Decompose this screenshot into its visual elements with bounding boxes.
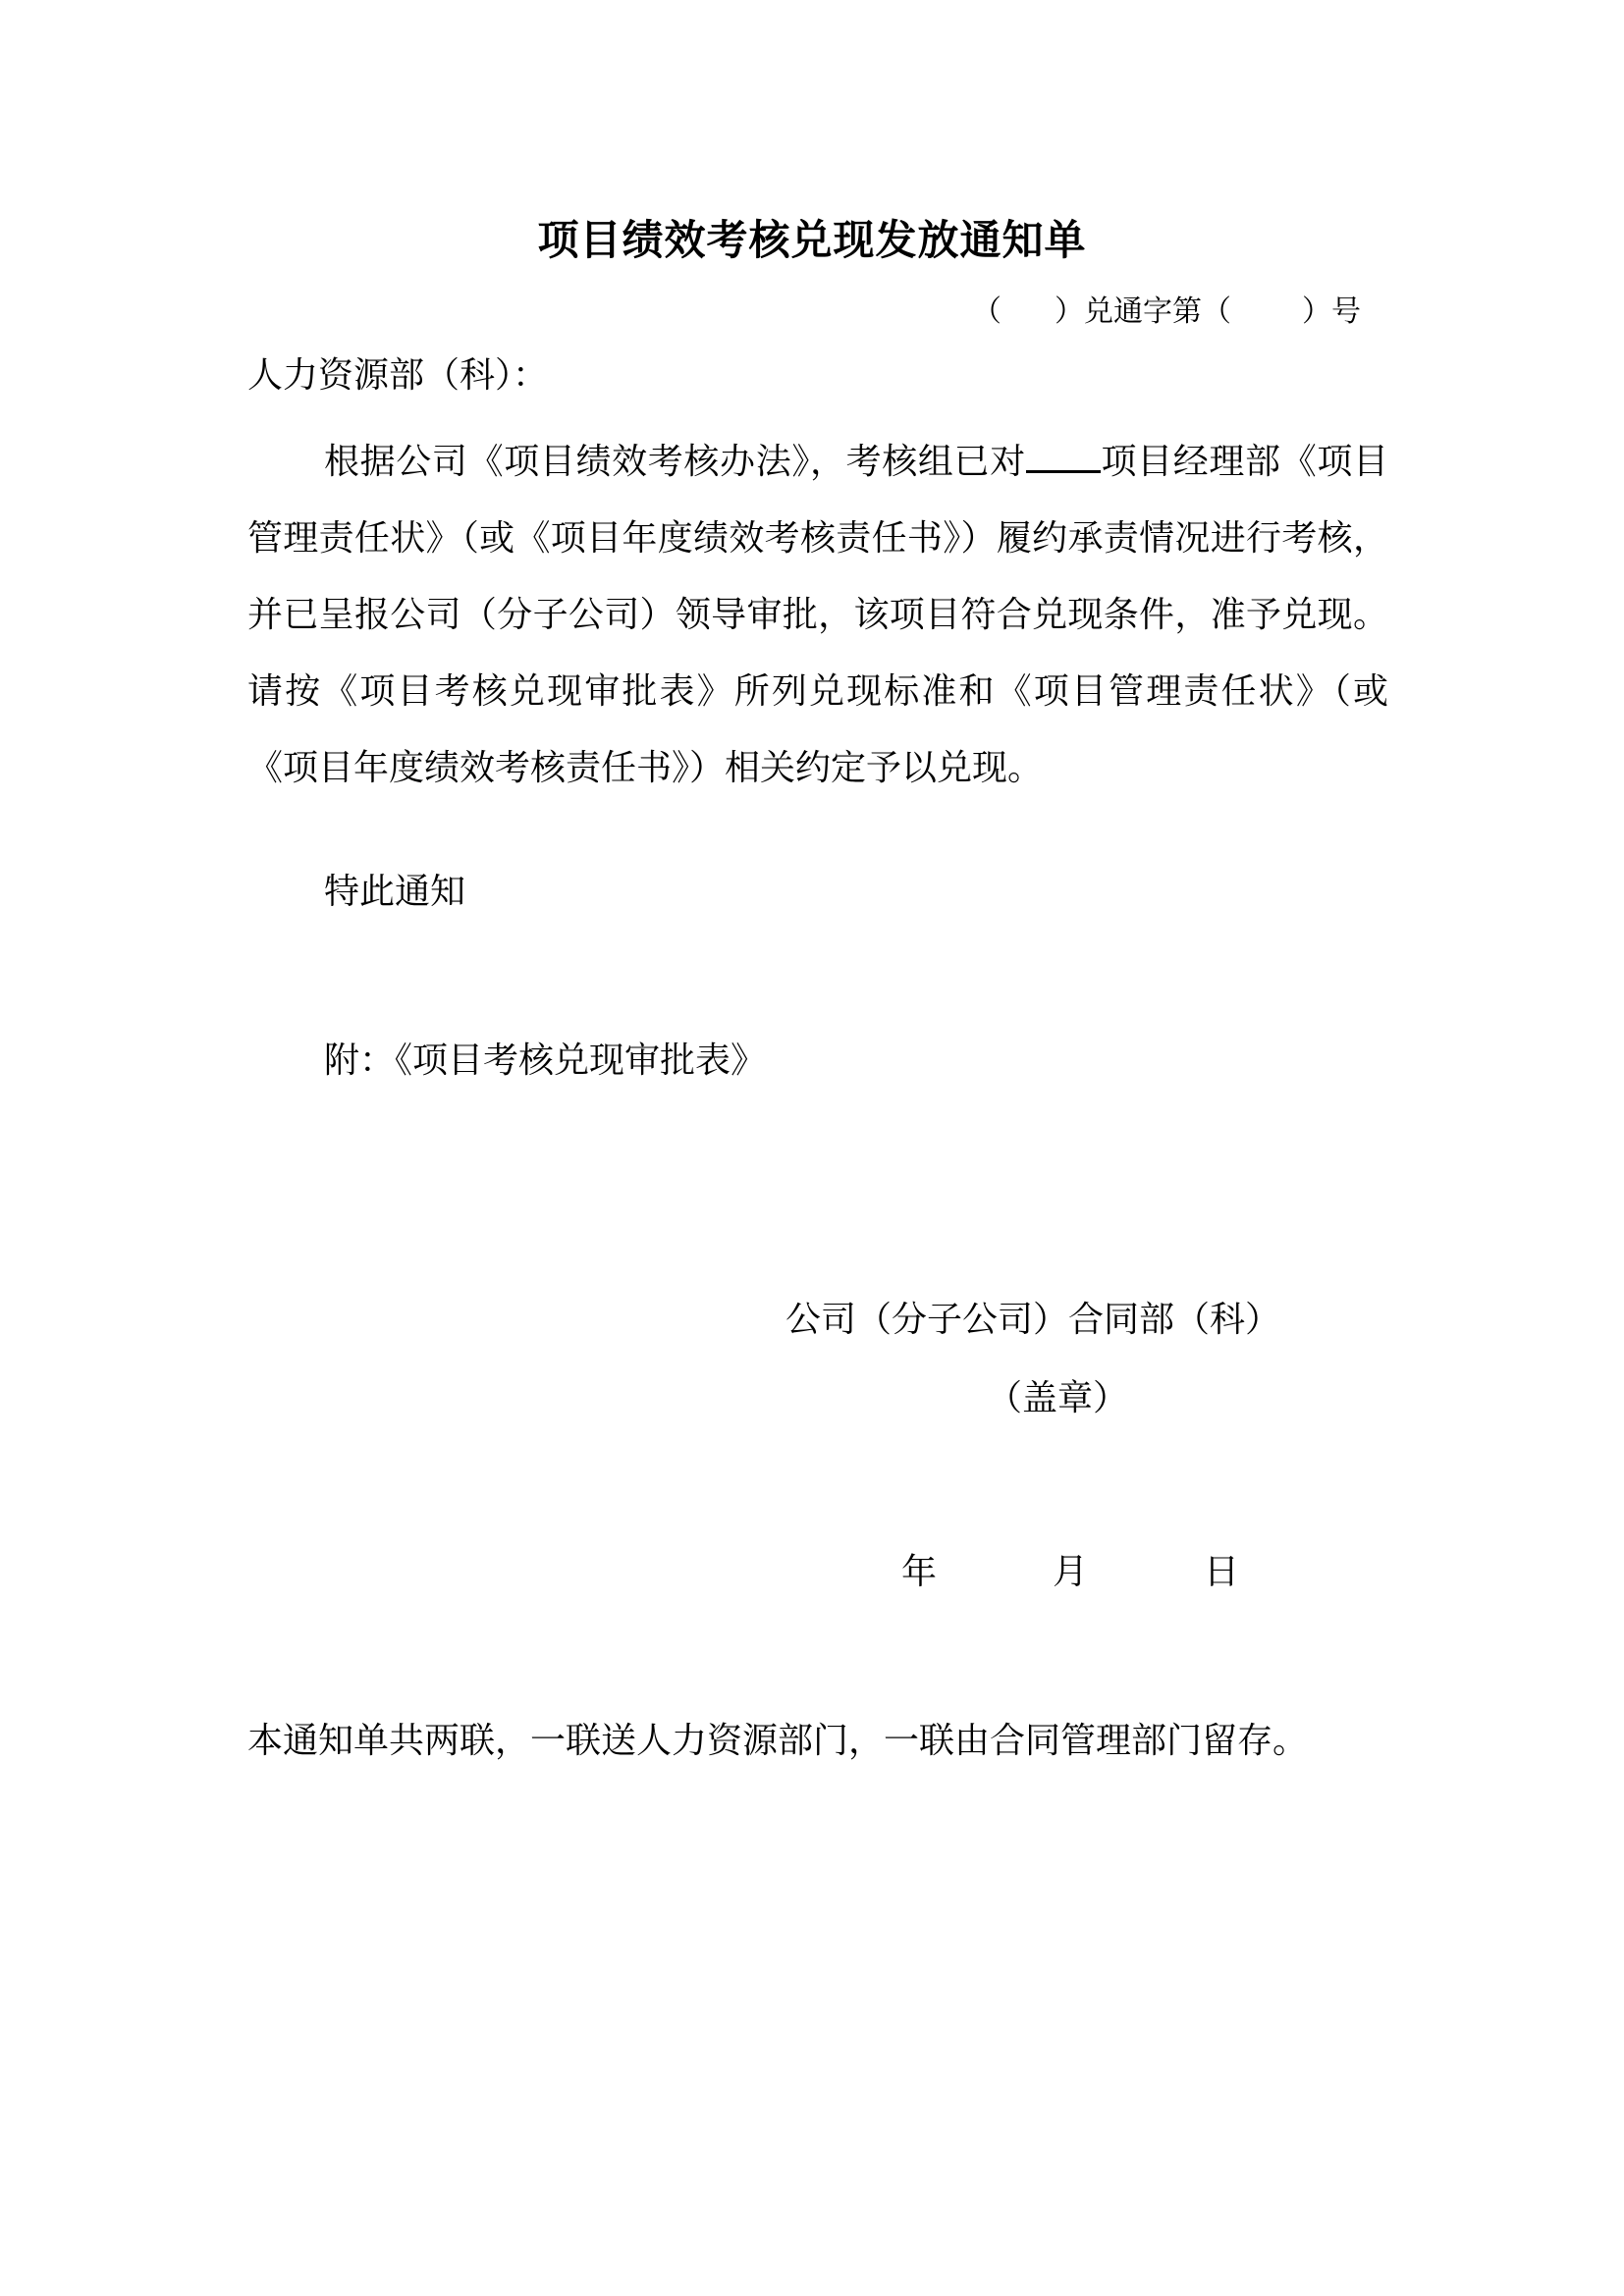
body-part-1: 根据公司《项目绩效考核办法》，考核组已对 bbox=[324, 442, 1026, 482]
closing-text: 特此通知 bbox=[324, 872, 466, 912]
issuing-department: 公司（分子公司）合同部（科） bbox=[785, 1300, 1281, 1340]
document-number bbox=[972, 287, 1361, 330]
project-name-blank bbox=[1026, 441, 1101, 473]
seal-note: （盖章） bbox=[987, 1378, 1129, 1418]
doc-number-middle: ）兑通字第（ bbox=[1055, 294, 1231, 329]
doc-number-open: （ bbox=[972, 294, 1001, 329]
date-year: 年 bbox=[901, 1552, 938, 1592]
doc-number-suffix: ）号 bbox=[1302, 294, 1361, 329]
notice-body bbox=[247, 424, 1388, 807]
date-line bbox=[901, 1544, 1239, 1594]
footnote: 本通知单共两联，一联送人力资源部门，一联由合同管理部门留存。 bbox=[247, 1721, 1309, 1761]
document-title: 项目绩效考核兑现发放通知单 bbox=[537, 216, 1087, 264]
body-part-2: 项目经理部《项目管理责任状》（或《项目年度绩效考核责任书》）履约承责情况进行考核，并已呈报公司（分子公司）领导审批，该项目符合兑现条件，准予兑现。请按《项目考核兑现审批表》所列兑现标准和《项目管理责任状》（或《项目年度绩效考核责任书》）相关约定予以兑现。 bbox=[247, 442, 1388, 788]
date-month: 月 bbox=[1053, 1552, 1089, 1592]
attachment-line: 附：《项目考核兑现审批表》 bbox=[324, 1041, 767, 1081]
date-day: 日 bbox=[1204, 1552, 1240, 1592]
addressee: 人力资源部（科）： bbox=[247, 355, 549, 396]
